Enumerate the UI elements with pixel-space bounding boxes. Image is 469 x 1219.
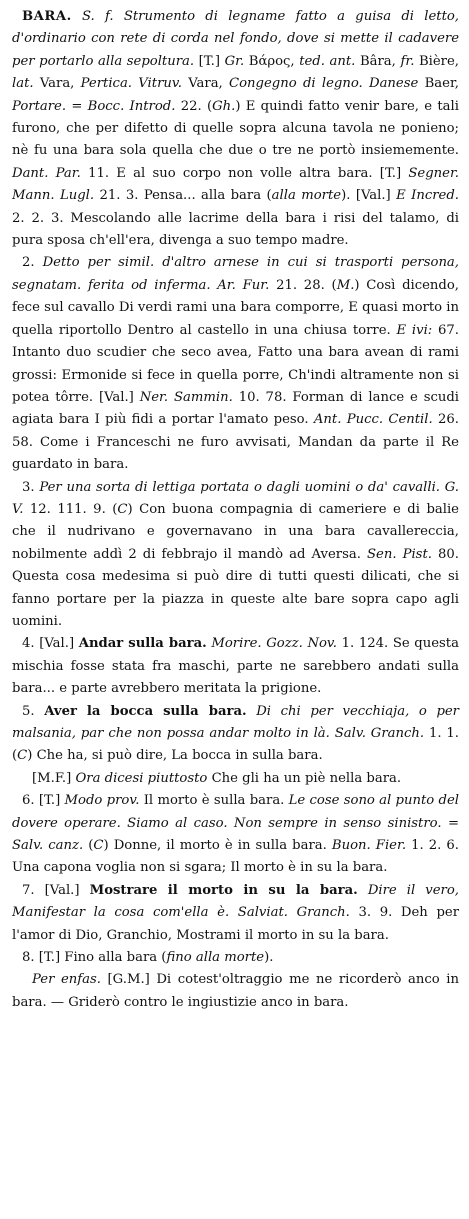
entry-text: M. [336, 277, 355, 293]
entry-paragraph-p8b [12, 969, 459, 1014]
entry-text: Segner. Mann. Lugl. [12, 165, 459, 204]
entry-text: fr. [400, 53, 415, 69]
entry-text: lat. [12, 76, 34, 92]
entry-text: 2. 2. 3. Mescolando alle lacrime della bara i risi del talamo, di pura sposa ch'ell'era, divenga a suo tempo madre. [12, 210, 459, 249]
phrase-heading: Mostrare il morto in su la bara. [89, 882, 358, 898]
entry-text: 10. 78. Forman di lance e scudi agiata bara I più fidi a portar l'amato peso. [12, 389, 460, 428]
entry-text: ) Così dicendo, fece sul cavallo Di verdi rami una bara comporre, E quasi morto in quella riportollo Dentro al castello in una chiusa torre. [12, 277, 459, 338]
entry-text: Vara, [181, 76, 230, 92]
entry-text: Buon. Fier. [331, 838, 407, 854]
entry-text: C [17, 748, 28, 764]
entry-text: ( [83, 838, 94, 854]
entry-text: Modo prov. [64, 793, 140, 809]
entry-text: Per una sorta di lettiga portata o dagli uomini o da' cavalli. G. V. [12, 479, 459, 517]
phrase-heading: Aver la bocca sulla bara. [44, 703, 247, 719]
entry-text: ). [Val.] [341, 188, 397, 204]
entry-paragraph-p5b [12, 768, 459, 790]
entry-paragraph-p8 [12, 947, 459, 969]
entry-text: 12. 111. 9. ( [23, 501, 118, 517]
entry-text: 22. ( [175, 98, 213, 114]
entry-text: Gh. [212, 98, 236, 114]
entry-text: ) Con buona compagnia di cameriere e di balie che il nudrivano e governavano in una bara cavallereccia, nobilmente addì 2 di febbrajo il mandò ad Aversa. [12, 501, 459, 562]
entry-text: Ner. Sammin. [139, 389, 233, 405]
entry-text: Le cose sono al punto del dovere operare. Siamo al caso. Non sempre in senso sinistro. = Salv. canz. [12, 793, 459, 854]
entry-text: 1. 1. ( [12, 726, 459, 764]
entry-text: Βάρος, [244, 53, 300, 69]
entry-text: 5. [22, 703, 45, 719]
entry-text: 1. 2. 6. Una capona voglia non si sgara; Il morto è in su la bara. [12, 838, 459, 876]
entry-text: Portare. = Bocc. Introd. [12, 98, 176, 114]
entry-text: C [117, 501, 128, 517]
entry-text: Congegno di legno. Danese [229, 76, 419, 92]
entry-text: [T.] [194, 53, 225, 69]
entry-text: C [93, 838, 104, 854]
entry-text: Detto per simil. d'altro arnese in cui si trasporti persona, segnatam. ferita od inferma. Ar. Fur. [12, 255, 459, 293]
entry-text: E ivi: [396, 322, 433, 338]
entry-text: 1. 124. Se questa mischia fosse stata fra maschi, parte ne sarebbero andati sulla bara... e parte avrebbero meritata la prigione. [12, 636, 459, 697]
entry-text: Per enfas. [32, 972, 101, 988]
entry-paragraph-p7 [12, 880, 459, 947]
entry-text: 8. [T.] Fino alla bara ( [22, 950, 167, 966]
entry-text: Morire. Gozz. Nov. [206, 636, 337, 652]
entry-text: S. f. Strumento di legname fatto a guisa di letto, d'ordinario con rete di corda nel fondo, dove si mette il cadavere per portarlo alla sepoltura. [12, 9, 459, 69]
entry-text: 67. Intanto duo scudier che seco avea, Fatto una bara avean di rami grossi: Ermonide si fece in quella porre, Ch'indi altramente non si potea tôrre. [Val.] [12, 322, 460, 405]
entry-paragraph-p1 [12, 6, 459, 252]
entry-text: 4. [Val.] [22, 636, 79, 652]
entry-text: 3. 9. Deh per l'amor di Dio, Granchio, Mostrami il morto in su la bara. [12, 905, 459, 943]
entry-text: 26. 58. Come i Franceschi ne furo avvisati, Mandan da parte il Re guardato in bara. [12, 412, 459, 473]
entry-text: [G.M.] Di cotest'oltraggio me ne ricorderò anco in bara. — Griderò contro le ingiustizie anco in bara. [12, 972, 459, 1010]
entry-text: 11. E al suo corpo non volle altra bara. [T.] [80, 165, 409, 181]
entry-paragraph-p4 [12, 633, 459, 700]
entry-paragraph-p5 [12, 701, 459, 768]
entry-text: Il morto è sulla bara. [139, 793, 289, 809]
headword: BARA. [22, 9, 72, 24]
entry-text: fino alla morte [166, 950, 265, 966]
entry-text: ) Che ha, si può dire, La bocca in sulla bara. [27, 748, 323, 764]
entry-text: Ant. Pucc. Centil. [313, 412, 433, 428]
entry-text: 80. Questa cosa medesima si può dire di tutti questi dilicati, che si fanno portare per la piazza in queste alte bare sopra capo agli uomini. [12, 546, 459, 629]
entry-text: Sen. Pist. [366, 546, 432, 562]
entry-paragraph-p2 [12, 252, 459, 476]
entry-paragraph-p6 [12, 790, 459, 880]
entry-text: 21. 28. ( [269, 277, 337, 293]
entry-text: Bière, [414, 53, 459, 69]
entry-text: 7. [Val.] [22, 882, 90, 898]
entry-text: Vara, [33, 76, 81, 92]
entry-text: Baer, [418, 76, 459, 92]
entry-text: Dant. Par. [12, 165, 81, 181]
entry-text: Di chi per vecchiaja, o per malsania, par che non possa andar molto in là. Salv. Granch. [12, 703, 459, 741]
entry-text: ) Donne, il morto è in sulla bara. [103, 838, 332, 854]
entry-text: Pertica. Vitruv. [80, 76, 182, 92]
entry-text: 6. [T.] [22, 793, 65, 809]
entry-text: alla morte [271, 188, 342, 204]
entry-text: E Incred. [396, 188, 459, 204]
phrase-heading: Andar sulla bara. [78, 636, 207, 652]
entry-text: Bâra, [355, 53, 401, 69]
entry-text: ) E quindi fatto venir bare, e tali furono, che per difetto di quelle sopra alcuna tavola ne ponieno; nè fu una bara sola quella che due o tre ne portò insiememente. [12, 98, 459, 159]
entry-text: [M.F.] [32, 770, 76, 786]
entry-text: Che gli ha un piè nella bara. [207, 770, 402, 786]
entry-text: Dire il vero, Manifestar la cosa com'ella è. Salviat. Granch. [12, 882, 459, 921]
entry-text: Ora dicesi piuttosto [75, 770, 208, 786]
entry-text: ted. ant. [299, 53, 356, 69]
entry-text: 21. 3. Pensa... alla bara ( [94, 188, 272, 204]
entry-text: 2. [22, 255, 43, 271]
entry-text: 3. [22, 479, 40, 495]
entry-text: Gr. [224, 53, 245, 69]
entry-paragraph-p3 [12, 477, 459, 634]
entry-text: ). [264, 950, 274, 966]
